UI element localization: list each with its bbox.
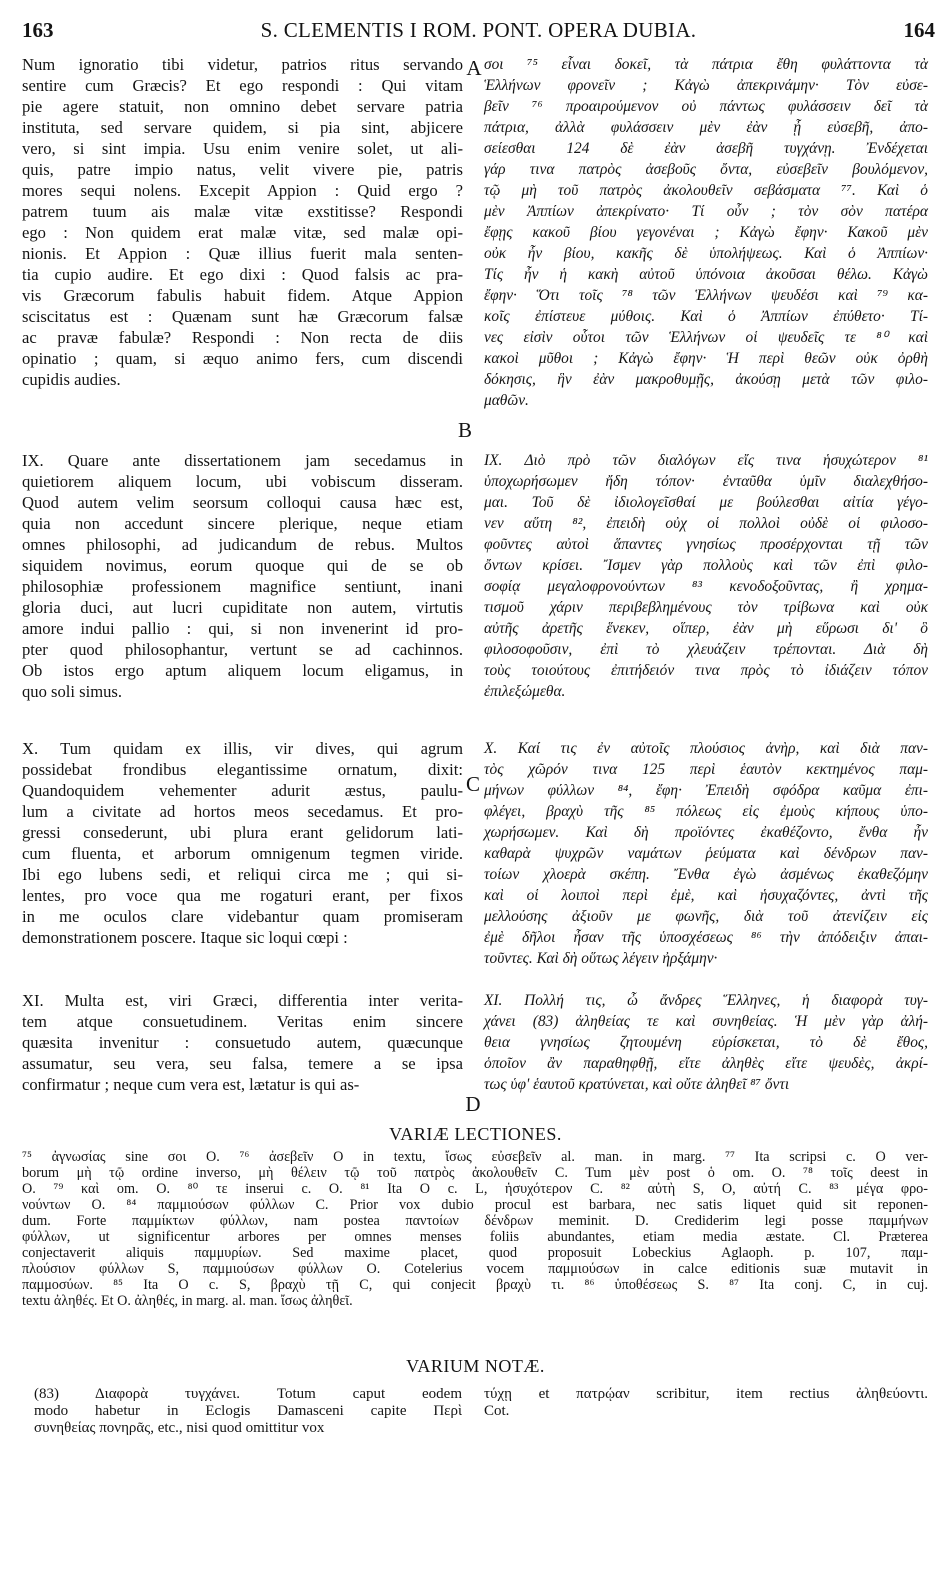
latin-text-line: amore indui pallio : qui, si non invenerint id pro- [22,619,463,638]
latin-text-line: IX. Quare ante dissertationem jam secedamus in [22,451,463,470]
variant-reading-line: ⁷⁵ ἀγνωσίας sine σοι O. ⁷⁶ ἀσεβεῖν O in textu, ἴσως εὐσεβεῖν al. man. in marg. ⁷⁷ Ita scripsi c. O ver- [22,1149,928,1165]
greek-text-line: X. Καί τις ἐν αὐτοῖς πλούσιος ἀνὴρ, καὶ διὰ παν- [484,740,928,757]
variae-lectiones-heading: VARIÆ LECTIONES. [389,1124,562,1144]
greek-text-line: μαι. Τοῦ δὲ ἰδιολογεῖσθαί με βούλεσθαι αἰτία γέγο- [484,494,928,511]
latin-text-line: demonstrationem poscere. Itaque sic loqui cœpi : [22,928,348,947]
greek-text-line: μελλούσης ἀξιοῦν με φωνῆς, διὰ τοῦ ἀτενίζειν εἰς [484,908,928,925]
greek-text-line: XI. Πολλή τις, ὦ ἄνδρες Ἕλληνες, ἡ διαφορὰ τυγ- [484,992,928,1009]
latin-text-line: X. Tum quidam ex illis, vir dives, qui agrum [22,739,463,758]
latin-text-line: tia cupio audire. Et ego dixi : Quod falsis ac pra- [22,265,463,284]
greek-text-line: μὲν Ἀππίων ἀπεκρίνατο· Τί οὖν ; τὸν σὸν πατέρα [484,203,928,220]
latin-text-line: Ibi ego lubens sedi, et reliqui circa me ; qui si- [22,865,463,884]
page-number-right: 164 [903,18,935,42]
greek-text-line: IX. Διὸ πρὸ τῶν διαλόγων εἴς τινα ἡσυχώτερον ⁸¹ [484,452,928,469]
latin-text-line: quietiorem aliquem locum, ubi vobiscum disseram. [22,472,463,491]
greek-text-line: τοὺς τοιούτους ἐπιτήδειόν τινα πρὸς τὸ ἰδιάζειν τόπον [484,662,928,679]
latin-text-line: XI. Multa est, viri Græci, differentia inter verita- [22,991,463,1010]
greek-text-line: τοῦντες. Καὶ δὴ οὕτως λέγειν ἠρξάμην· [484,950,718,967]
greek-text-line: κακοὶ μῦθοι ; Κἀγὼ ἔφην· Ἡ περὶ θεῶν οὐκ ὀρθὴ [484,350,928,367]
greek-text-line: φιλοσοφοῦσιν, ἐπὶ τὸ χλευάζειν τρέπονται. Διὰ δὴ [484,641,928,658]
latin-text-line: Quod autem velim seorsum colloqui causa hæc est, [22,493,463,512]
latin-text-line: instituta, sed servare quidem, si pia sint, abjicere [22,118,463,137]
greek-text-line: βεῖν ⁷⁶ προαιρούμενον οὐ πάντως φυλάσσειν δεῖ τὰ [484,98,928,115]
greek-text-line: ὑποχωρήσωμεν ἤδη τόπον· ἐνταῦθα ὑμῖν διαλεχθήσο- [484,473,928,490]
latin-text-line: vero, si sint impia. Usu enim venire solet, ut ali- [22,139,463,158]
latin-text-line: Ob istos ergo aptum aliquem locum eligamus, in [22,661,463,680]
latin-text-line: ac pravæ fabulæ? Respondi : Non recta de diis [22,328,463,347]
latin-text-line: ego : Non quidem erat malæ vitæ, sed malæ opi- [22,223,463,242]
greek-text-line: μαθῶν. [484,392,529,409]
greek-text-line: σοι ⁷⁵ εἶναι δοκεῖ, τὰ πάτρια ἔθη φυλάττοντα τὰ [484,56,928,73]
variae-lectiones-text [22,1149,928,1309]
greek-text-line: θεια γνησίως ζητουμένη εὑρίσκεται, τὸ δὲ ἔθος, [484,1034,928,1051]
latin-text-line: assumatur, seu vera, seu falsa, temere a se ipsa [22,1054,463,1073]
greek-text-line: χωρήσωμεν. Καὶ δὴ προϊόντες ἐκαθέζοντο, ἔνθα ἦν [484,824,928,841]
margin-letter-c: C [465,772,480,796]
latin-text-line: Num ignoratio tibi videtur, patrios ritus servando [22,55,463,74]
latin-text-line: siquidem novimus, eorum quoque qui de se ob [22,556,463,575]
greek-text-line: τὸς χῶρόν τινα 125 περὶ ἑαυτὸν κεκτημένος παμ- [484,761,928,778]
greek-text-line: δόκησις, ἣν ἐὰν μακροθυμῇς, ἀκούσῃ μετὰ τῶν φιλο- [484,371,928,388]
latin-text-line: quo soli simus. [22,682,123,701]
greek-text-line: ὄντων κρίσει. Ἴσμεν γὰρ πολλοὺς καὶ τῶν ἐπὶ φιλο- [484,557,928,574]
greek-text-line: φοῦντες αὐτοὶ ἅπαντες γνησίως προσέρχονται τῇ τῶν [484,536,928,553]
latin-text-line: cupidis audies. [22,370,121,389]
latin-text-line: gressi consederunt, ubi plura erant gelidorum lati- [22,823,463,842]
greek-text-line: τοίων χλοερὰ σκέπη. Ἔνθα ἐγὼ ἀσμένως ἐκαθεζόμην [484,866,928,883]
latin-text-line: sentire cum Græcis? Et ego respondi : Qui vitam [22,76,463,95]
latin-text-line: tem atque consuetudinem. Veritas enim sincere [22,1012,463,1031]
latin-text-line: patrem tuum ais malæ vitæ exstitisse? Respondi [22,202,463,221]
greek-text-line: χάνει (83) ἀληθείας τε καὶ συνηθείας. Ἡ μὲν γὰρ ἀλή- [484,1013,928,1030]
greek-text-line: ὁποῖον ἂν παραθηφθῇ, εἴτε ἀληθὲς εἴτε ψευδὲς, ἀκρί- [484,1055,928,1072]
greek-text-line: τως ὑφ' ἑαυτοῦ κρατύνεται, καὶ οὔτε ἀληθεῖ ⁸⁷ ὄντι [484,1076,790,1093]
latin-text-line: Quandoquidem vehementer adurit æstus, paulu- [22,781,463,800]
latin-text-line: gloria duci, aut lucri cupiditate non autem, virtutis [22,598,463,617]
note-line: συνηθείας πονηρᾶς, etc., nisi quod omittitur vox [34,1420,325,1436]
latin-text-line: cum fluenta, et arborum omnigenum tegmen viride. [22,844,463,863]
note-line: τύχῃ et πατρῴαν scribitur, item rectius ἀληθεύοντι. [484,1386,928,1402]
latin-paragraph-ix [22,450,463,702]
variant-reading-line: textu ἀληθές. Et O. ἀληθές, in marg. al. man. ἴσως ἀληθεῖ. [22,1293,353,1309]
greek-text-line: τισμοῦ χάριν περιβεβλημένους τὸν τρίβωνα καὶ οὐκ [484,599,928,616]
latin-text-line: vis Græcorum fabulis habuit fidem. Atque Appion [22,286,463,305]
greek-text-line: καθαρὰ ψυχρῶν ναμάτων ῥεύματα καὶ δένδρων παν- [484,845,928,862]
notae-right-column [484,1386,928,1420]
greek-text-line: πάτρια, ἀλλὰ φυλάσσειν μὲν ἐὰν ᾖ εὐσεβῆ, ἀπο- [484,119,928,136]
page-number-left: 163 [22,18,54,42]
variant-reading-line: νούντων O. ⁸⁴ παμμιούσων φύλλων C. Prior vox dubio procul est barbara, nec satis liquet quid sit reponen- [22,1197,928,1213]
variant-reading-line: πλούσιον φύλλων S, παμμιούσων φύλλων O. Cotelerius vocem παμμιούσων in calce editionis suæ mutavit in [22,1261,928,1277]
latin-text-line: lentes, pro voce qua me rogaturi erant, per fixos [22,886,463,905]
latin-text-line: pie agere statuit, non omnino debet servare patria [22,97,463,116]
note-line: modo habetur in Eclogis Damasceni capite Περὶ [34,1403,462,1419]
note-line: Cot. [484,1403,510,1419]
greek-text-line: Ἑλλήνων φρονεῖν ; Κἀγὼ ἀπεκρινάμην· Τὸν εὐσε- [484,77,928,94]
greek-text-line: ἐμὲ δῆλοι ἦσαν τῆς ὑποσχέσεως ⁸⁶ τὴν ἀπόδειξιν ἀπαι- [484,929,928,946]
variant-reading-line: conjectaverit aliquis παμμυρίων. Sed maxime placet, quod proposuit Lobeckius Aglaoph. p. 107, παμ- [22,1245,928,1261]
note-line: (83) Διαφορὰ τυγχάνει. Totum caput eodem [34,1386,462,1402]
greek-text-line: ἐπιλεξώμεθα. [484,683,566,700]
greek-text-line: ἔφῃς κακοῦ βίου γεγονέναι ; Κἀγὼ ἔφην· Κακοῦ μὲν [484,224,928,241]
latin-text-line: possidebat frondibus elegantissime ornatum, dixit: [22,760,463,779]
latin-text-line: sciscitatus est : Quænam sunt hæ Græcorum falsæ [22,307,463,326]
notae-left-column [34,1386,462,1437]
running-header [22,18,935,44]
margin-letter-b: B [457,418,472,442]
latin-text-line: lum a civitate ad hortos meos secedamus. Et pro- [22,802,463,821]
latin-text-line: mores sequi nolens. Excepit Appion : Quid ergo ? [22,181,463,200]
greek-text-line: φλέγει, βραχὺ τῆς ⁸⁵ πόλεως εἰς ἐμοὺς κήπους ὑπο- [484,803,928,820]
latin-text-line: nionis. Et Appion : Quæ illius fuerit mala senten- [22,244,463,263]
variant-reading-line: παμμοσύων. ⁸⁵ Ita O c. S, βραχὺ τῇ C, qui conjecit βραχὺ τι. ⁸⁶ ὑποθέσεως S. ⁸⁷ Ita conj. C, in cuj. [22,1277,928,1293]
greek-text-line: αὐτῆς ἀρετῆς ἕνεκεν, οἵπερ, ἐὰν μὴ εὕρωσι δι' ὃ [484,620,928,637]
greek-text-line: σείεσθαι 124 δὲ ἐὰν ἀσεβῆ τυγχάνῃ. Ἐνδέχεται [484,140,928,157]
greek-text-line: ἔφην· Ὅτι τοῖς ⁷⁸ τῶν Ἑλλήνων ψευδέσι καὶ ⁷⁹ κα- [484,287,928,304]
running-title: S. CLEMENTIS I ROM. PONT. OPERA DUBIA. [260,18,697,42]
latin-paragraph-xi [22,990,463,1095]
latin-text-line: quis, patre impio natus, velit vivere pie, patris [22,160,463,179]
greek-text-line: γάρ τινα πατρὸς ἀσεβοῦς ὄντα, εὐσεβεῖν βουλόμενον, [484,161,928,178]
variant-reading-line: dum. Forte παμμίκτων φύλλων, nam postea παντοίων δένδρων meminit. D. Crediderim legi posse παμμήνων [22,1213,928,1229]
greek-text-line: τῷ μὴ τοῦ πατρὸς ἀκολουθεῖν σεβάσματα ⁷⁷. Καὶ ὁ [484,182,928,199]
greek-paragraph-viii [484,54,928,411]
latin-text-line: quæsita invenitur : consuetudo autem, quæcunque [22,1033,463,1052]
latin-paragraph-viii [22,54,463,390]
latin-text-line: confirmatur ; neque cum vera est, lætatur is qui as- [22,1075,360,1094]
latin-text-line: omnes philosophi, ad judicandum de rebus. Multos [22,535,463,554]
margin-letter-a: A [466,56,482,80]
latin-text-line: pter quod philosophantur, vertunt se ad cachinnos. [22,640,463,659]
greek-paragraph-xi [484,990,928,1095]
latin-text-line: philosophiæ professionem magnifice sentiunt, inani [22,577,463,596]
latin-paragraph-x [22,738,463,948]
greek-text-line: σοφίᾳ μεγαλοφρονούντων ⁸³ κενοδοξοῦντας, ἢ χρημα- [484,578,928,595]
greek-text-line: νες εἰσὶν οὗτοι τῶν Ἑλλήνων οἱ ψευδεῖς τε ⁸⁰ καὶ [484,329,928,346]
latin-text-line: opinatio ; quam, si æquo animo fers, cum discendi [22,349,463,368]
greek-paragraph-ix [484,450,928,702]
variant-reading-line: borum μὴ τῷ ordine inverso, μὴ θέλειν τῷ τοῦ πατρὸς ἀκολουθεῖν C. Tum μὲν post ὁ om. O. ⁷⁸ τοῖς deest in [22,1165,928,1181]
variant-reading-line: φύλλων, ut significentur arbores per omnes menses foliis abundantes, etiam media æstate. Cl. Præterea [22,1229,928,1245]
latin-text-line: quia non accedunt sincere plerique, neque etiam [22,514,463,533]
varium-notae-heading: VARIUM NOTÆ. [406,1356,545,1376]
margin-letter-d: D [465,1092,481,1116]
variant-reading-line: O. ⁷⁹ καὶ om. O. ⁸⁰ τε inserui c. O. ⁸¹ Ita O c. L, ἡσυχότερον C. ⁸² αὐτὴ S, O, αὐτή C. ⁸³ μέγα φρο- [22,1181,928,1197]
greek-text-line: Τίς ἦν ἡ κακὴ αὐτοῦ ὑπόνοια ἀκοῦσαι θέλω. Κἀγὼ [484,266,928,283]
greek-text-line: μήνων φύλλων ⁸⁴, ἔφη· Ἐπειδὴ σφόδρα καῦμα ἐπι- [484,782,928,799]
latin-text-line: in me oculos clare videbantur quam promiseram [22,907,463,926]
greek-text-line: καὶ οἱ λοιποὶ περὶ ἐμὲ, καὶ ἡσυχαζόντες, ἀντὶ τῆς [484,887,928,904]
greek-text-line: νεν αὕτη ⁸², ἐπειδὴ οὐχ οἱ πολλοὶ οὐδὲ οἱ φιλοσο- [484,515,928,532]
greek-paragraph-x [484,738,928,969]
greek-text-line: κοῖς ἐπίστευε μύθοις. Καὶ ὁ Ἀππίων ἐπύθετο· Τί- [484,308,928,325]
greek-text-line: οὐκ ἦν βίου, κακῆς δὲ ὑπολήψεως. Καὶ ὁ Ἀππίων· [484,245,928,262]
